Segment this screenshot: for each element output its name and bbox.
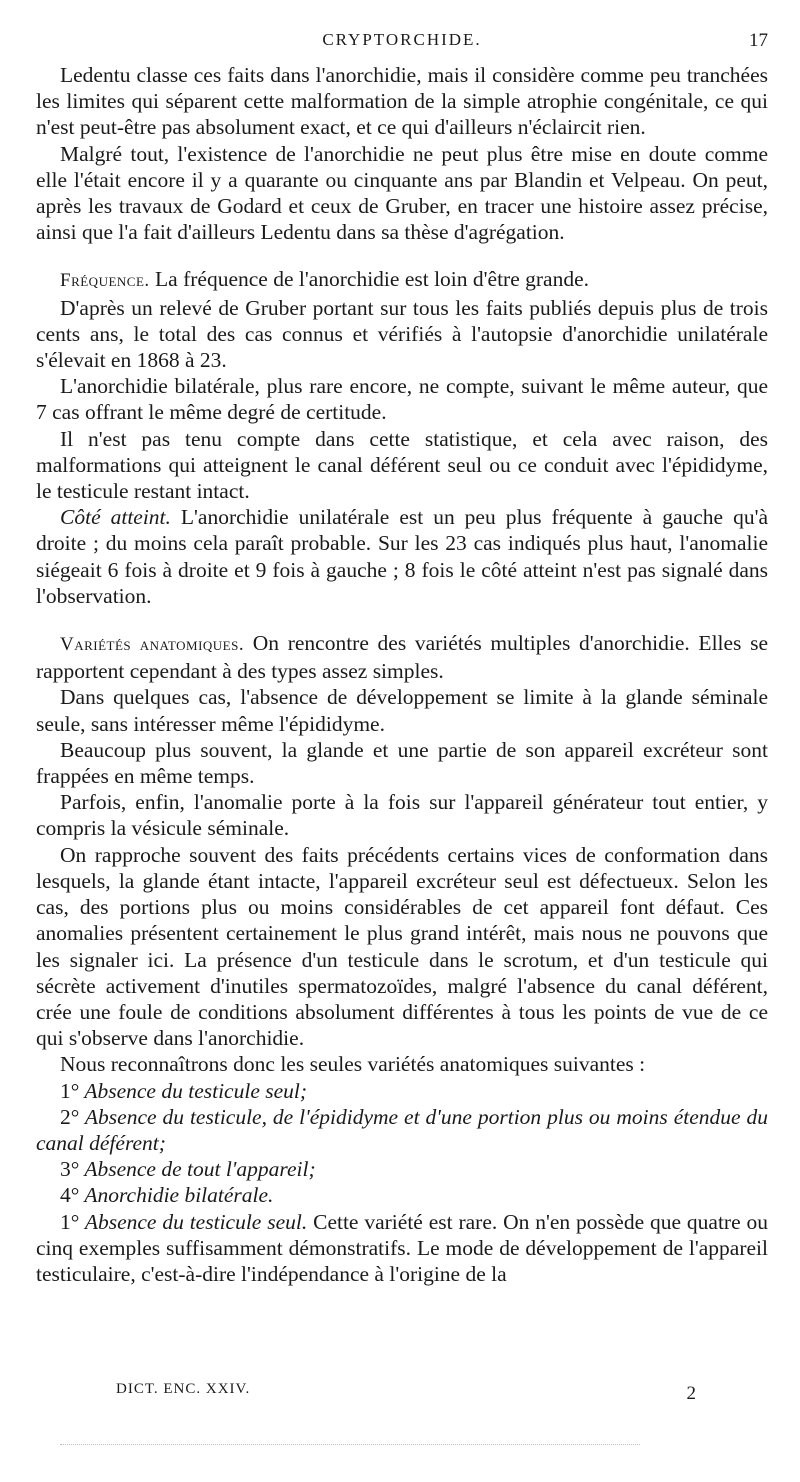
sheet-number: 2: [686, 1383, 696, 1404]
list-item: [36, 1156, 768, 1182]
paragraph: Nous reconnaîtrons donc les seules variétés anatomiques suivantes :: [60, 1052, 646, 1077]
body-text: [36, 62, 768, 1287]
paragraph: Il n'est pas tenu compte dans cette statistique, et cela avec raison, des malformations qui atteignent le canal déférent seul ou ce conduit avec l'épididyme, le testicule restant intact.: [36, 426, 768, 504]
running-head: [36, 30, 768, 54]
list-text: Anorchidie bilatérale.: [79, 1183, 274, 1208]
paragraph: Ledentu classe ces faits dans l'anorchidie, mais il considère comme peu tranchées les limites qui séparent cette malformation de la simple atrophie congénitale, ce qui n'est peut-être pas absolument exact, et ce qui d'ailleurs n'éclaircit rien.: [36, 63, 768, 140]
list-item: [36, 1182, 768, 1208]
section-heading: Fréquence.: [60, 270, 150, 292]
list-number: 3°: [60, 1157, 80, 1182]
paragraph-text: L'anorchidie unilatérale est un peu plus fréquente à gauche qu'à droite ; du moins cela paraît probable. Sur les 23 cas indiqués plus haut, l'anomalie siégeait 6 fois à droite et 9 fois à gauche ; 8 fois le côté atteint n'est pas signalé dans l'observation.: [36, 505, 768, 608]
list-text: Absence de tout l'appareil;: [79, 1157, 316, 1182]
footer-signature: DICT. ENC. XXIV.: [116, 1381, 251, 1397]
scan-artifact: [60, 1444, 640, 1445]
section-heading: Côté atteint.: [60, 505, 171, 530]
list-item: [36, 1078, 768, 1104]
paragraph-absence: [36, 1209, 768, 1288]
list-text: Absence du testicule seul;: [79, 1078, 308, 1103]
paragraph-text: La fréquence de l'anorchidie est loin d'être grande.: [149, 267, 589, 292]
running-title: CRYPTORCHIDE.: [322, 30, 482, 49]
paragraph: L'anorchidie bilatérale, plus rare encore, ne compte, suivant le même auteur, que 7 cas offrant le même degré de certitude.: [36, 374, 768, 425]
list-number: 2°: [60, 1104, 80, 1129]
paragraph-text: Cette variété est rare. On n'en possède que quatre ou cinq exemples suffisamment démonstratifs. Le mode de développement de l'appareil testiculaire, c'est-à-dire l'indépendance à l'origine de la: [36, 1209, 768, 1286]
section-heading: Variétés anatomiques.: [60, 634, 245, 656]
page-number: 17: [749, 30, 768, 51]
paragraph-text: On rencontre des variétés multiples d'anorchidie. Elles se rapportent cependant à des types assez simples.: [36, 631, 768, 684]
paragraph-frequence: [36, 266, 768, 294]
paragraph: On rapproche souvent des faits précédents certains vices de conformation dans lesquels, la glande étant intacte, l'appareil excréteur seul est défectueux. Selon les cas, des portions plus ou moins considérables de cet appareil font défaut. Ces anomalies présentent certainement le plus grand intérêt, mais nous ne pouvons que les signaler ici. La présence d'un testicule dans le scrotum, et d'un testicule qui sécrète activement d'inutiles spermatozoïdes, malgré l'absence du canal déférent, crée une foule de conditions absolument différentes à tous les points de vue de ce qui s'observe dans l'anorchidie.: [36, 842, 768, 1051]
paragraph: D'après un relevé de Gruber portant sur tous les faits publiés depuis plus de trois cents ans, le total des cas connus et vérifiés à l'autopsie d'anorchidie unilatérale s'élevait en 1868 à 23.: [36, 295, 768, 373]
list-number: 1°: [60, 1078, 80, 1103]
list-text: Absence du testicule, de l'épididyme et d'une portion plus ou moins étendue du canal déférent;: [36, 1104, 768, 1155]
footer: [116, 1379, 696, 1403]
list-number: 1°: [60, 1209, 80, 1234]
paragraph: Parfois, enfin, l'anomalie porte à la fois sur l'appareil générateur tout entier, y compris la vésicule séminale.: [36, 790, 768, 841]
paragraph: Malgré tout, l'existence de l'anorchidie ne peut plus être mise en doute comme elle l'était encore il y a quarante ou cinquante ans par Blandin et Velpeau. On peut, après les travaux de Godard et ceux de Gruber, en tracer une histoire assez précise, ainsi que l'a fait d'ailleurs Ledentu dans sa thèse d'agrégation.: [36, 141, 768, 245]
section-heading: Absence du testicule seul.: [79, 1209, 308, 1234]
paragraph-varietes: [36, 630, 768, 684]
list-item: [36, 1104, 768, 1156]
list-number: 4°: [60, 1183, 80, 1208]
paragraph-cote: [36, 504, 768, 609]
paragraph: Dans quelques cas, l'absence de développement se limite à la glande séminale seule, sans intéresser même l'épididyme.: [36, 685, 768, 736]
paragraph: Beaucoup plus souvent, la glande et une partie de son appareil excréteur sont frappées en même temps.: [36, 737, 768, 789]
